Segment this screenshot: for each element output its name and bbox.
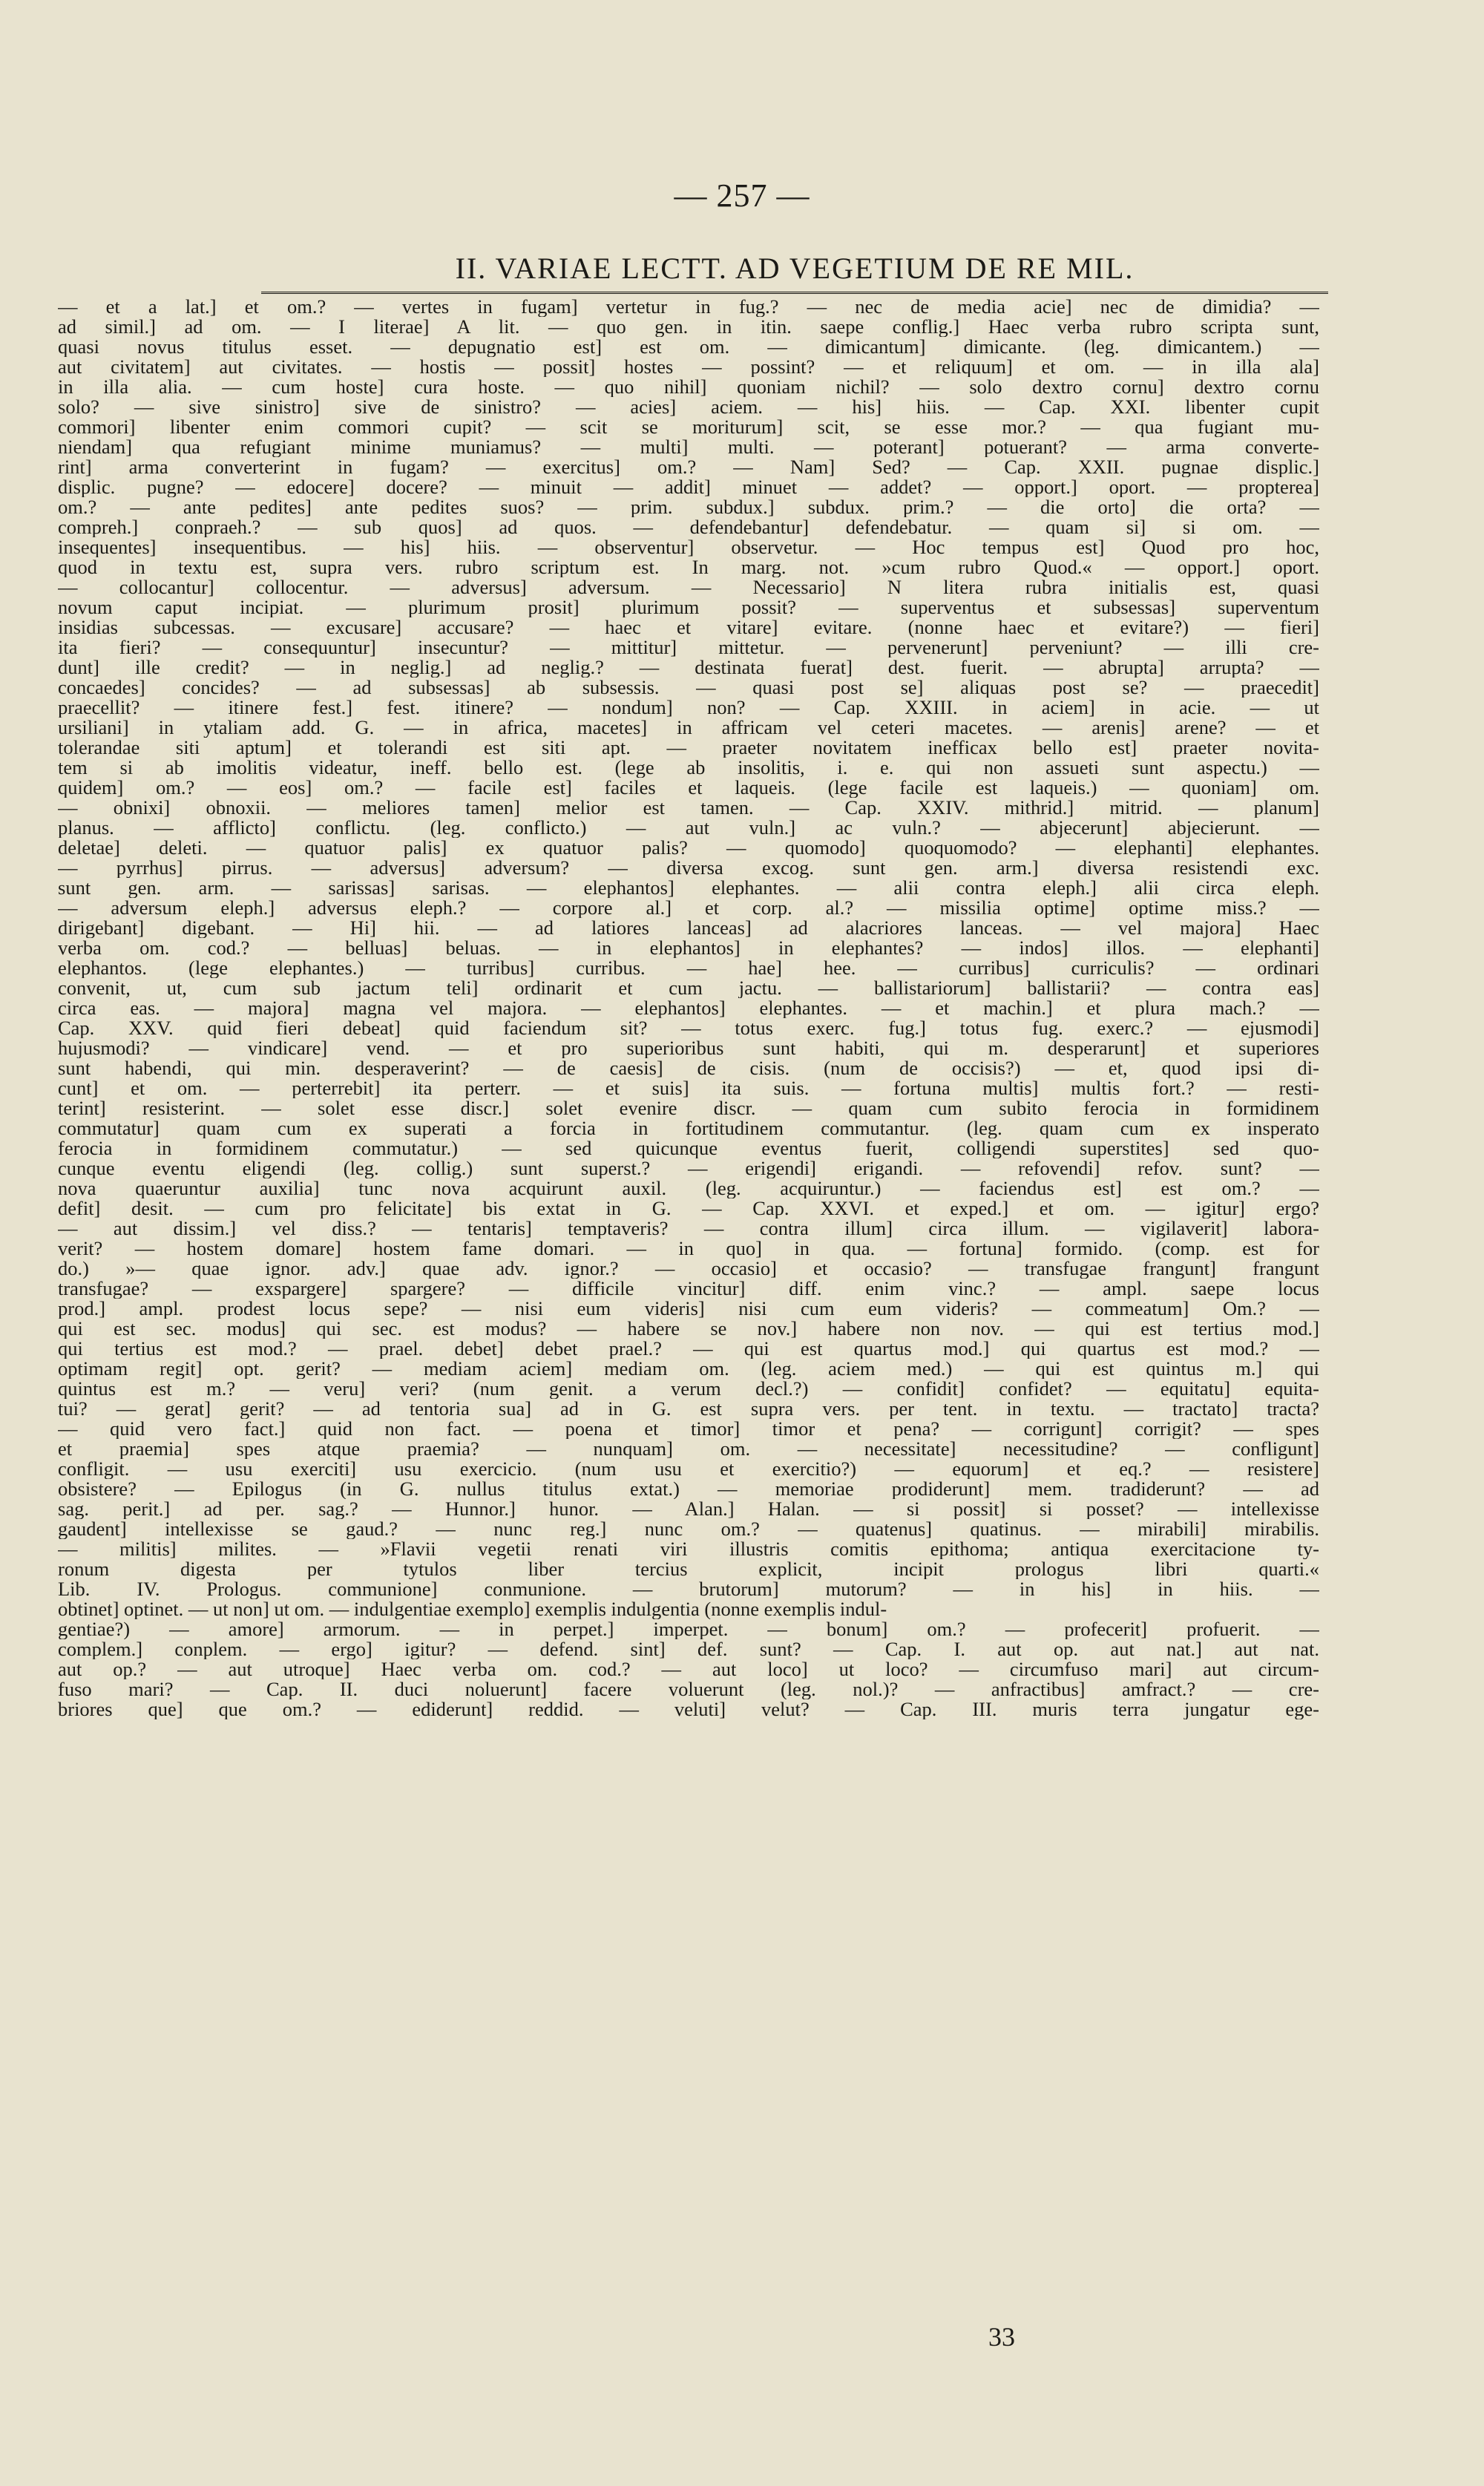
text-line: — collocantur] collocentur. — adversus] adversum. — Necessario] N litera rubra initialis est, quasi bbox=[58, 577, 1319, 597]
text-line: fuso mari? — Cap. II. duci noluerunt] facere voluerunt (leg. nol.)? — anfractibus] amfract.? — cre- bbox=[58, 1679, 1319, 1699]
text-line: dunt] ille credit? — in neglig.] ad neglig.? — destinata fuerat] dest. fuerit. — abrupta] arrupta? — bbox=[58, 657, 1319, 678]
body-text bbox=[58, 297, 1319, 1719]
text-line: insidias subcessas. — excusare] accusare? — haec et vitare] evitare. (nonne haec et evitare?) — fieri] bbox=[58, 617, 1319, 637]
text-line: qui tertius est mod.? — prael. debet] debet prael.? — qui est quartus mod.] qui quartus est mod.? — bbox=[58, 1339, 1319, 1359]
text-line: compreh.] conpraeh.? — sub quos] ad quos. — defendebantur] defendebatur. — quam si] si om. — bbox=[58, 517, 1319, 537]
text-line: ronum digesta per tytulos liber tercius explicit, incipit prologus libri quarti.« bbox=[58, 1559, 1319, 1579]
text-line: ita fieri? — consequuntur] insecuntur? — mittitur] mittetur. — pervenerunt] perveniunt? — illi cre- bbox=[58, 637, 1319, 657]
page-number: — 257 — bbox=[674, 177, 810, 214]
text-line: — aut dissim.] vel diss.? — tentaris] temptaveris? — contra illum] circa illum. — vigilaverit] labora- bbox=[58, 1219, 1319, 1239]
text-line: — militis] milites. — »Flavii vegetii renati viri illustris comitis epithoma; antiqua exercitacione ty- bbox=[58, 1539, 1319, 1559]
text-line: gaudent] intellexisse se gaud.? — nunc reg.] nunc om.? — quatenus] quatinus. — mirabili] mirabilis. bbox=[58, 1519, 1319, 1539]
text-line: convenit, ut, cum sub jactum teli] ordinarit et cum jactu. — ballistariorum] ballistarii? — contra eas] bbox=[58, 978, 1319, 998]
text-line: sunt gen. arm. — sarissas] sarisas. — elephantos] elephantes. — alii contra eleph.] alii circa eleph. bbox=[58, 878, 1319, 898]
text-line: ferocia in formidinem commutatur.) — sed quicunque eventus fuerit, colligendi superstites] sed quo- bbox=[58, 1138, 1319, 1158]
text-line: om.? — ante pedites] ante pedites suos? — prim. subdux.] subdux. prim.? — die orto] die orta? — bbox=[58, 497, 1319, 517]
text-line: praecellit? — itinere fest.] fest. itinere? — nondum] non? — Cap. XXIII. in aciem] in acie. — ut bbox=[58, 698, 1319, 718]
text-line: terint] resisterint. — solet esse discr.] solet evenire discr. — quam cum subito ferocia in formidinem bbox=[58, 1098, 1319, 1118]
text-line: ad simil.] ad om. — I literae] A lit. — quo gen. in itin. saepe conflig.] Haec verba rubro scripta sunt, bbox=[58, 317, 1319, 337]
text-line: et praemia] spes atque praemia? — nunquam] om. — necessitate] necessitudine? — confligunt] bbox=[58, 1439, 1319, 1459]
text-line: — obnixi] obnoxii. — meliores tamen] melior est tamen. — Cap. XXIV. mithrid.] mitrid. — planum] bbox=[58, 798, 1319, 818]
text-line: displic. pugne? — edocere] docere? — minuit — addit] minuet — addet? — opport.] oport. — propterea] bbox=[58, 477, 1319, 497]
text-line: deletae] deleti. — quatuor palis] ex quatuor palis? — quomodo] quoquomodo? — elephanti] elephantes. bbox=[58, 838, 1319, 858]
text-line: complem.] conplem. — ergo] igitur? — defend. sint] def. sunt? — Cap. I. aut op. aut nat.] aut nat. bbox=[58, 1639, 1319, 1659]
running-header: II. VARIAE LECTT. AD VEGETIUM DE RE MIL. bbox=[261, 251, 1328, 294]
text-line: quidem] om.? — eos] om.? — facile est] faciles et laqueis. (lege facile est laqueis.) — quoniam] om. bbox=[58, 778, 1319, 798]
text-line: planus. — afflicto] conflictu. (leg. conflicto.) — aut vuln.] ac vuln.? — abjecerunt] abjecierunt. — bbox=[58, 818, 1319, 838]
text-line: hujusmodi? — vindicare] vend. — et pro superioribus sunt habiti, qui m. desperarunt] et superiores bbox=[58, 1038, 1319, 1058]
text-line: aut civitatem] aut civitates. — hostis — possit] hostes — possint? — et reliquum] et om. — in illa ala] bbox=[58, 357, 1319, 377]
text-line: concaedes] concides? — ad subsessas] ab subsessis. — quasi post se] aliquas post se? — praecedit] bbox=[58, 678, 1319, 698]
text-line: niendam] qua refugiant minime muniamus? — multi] multi. — poterant] potuerant? — arma converte- bbox=[58, 437, 1319, 457]
text-line: commori] libenter enim commori cupit? — scit se moriturum] scit, se esse mor.? — qua fugiant mu- bbox=[58, 417, 1319, 437]
text-line: rint] arma converterint in fugam? — exercitus] om.? — Nam] Sed? — Cap. XXII. pugnae displic.] bbox=[58, 457, 1319, 477]
text-line: confligit. — usu exerciti] usu exercicio. (num usu et exercitio?) — equorum] et eq.? — resistere] bbox=[58, 1459, 1319, 1479]
text-line: optimam regit] opt. gerit? — mediam aciem] mediam om. (leg. aciem med.) — qui est quintus m.] qui bbox=[58, 1359, 1319, 1379]
text-line: sag. perit.] ad per. sag.? — Hunnor.] hunor. — Alan.] Halan. — si possit] si posset? — intellexisse bbox=[58, 1499, 1319, 1519]
text-line: novum caput incipiat. — plurimum prosit] plurimum possit? — superventus et subsessas] superventum bbox=[58, 597, 1319, 617]
text-line: quod in textu est, supra vers. rubro scriptum est. In marg. not. »cum rubro Quod.« — opport.] oport. bbox=[58, 557, 1319, 577]
text-line: tolerandae siti aptum] et tolerandi est siti apt. — praeter novitatem inefficax bello est] praeter novita- bbox=[58, 738, 1319, 758]
text-line: — et a lat.] et om.? — vertes in fugam] vertetur in fug.? — nec de media acie] nec de dimidia? — bbox=[58, 297, 1319, 317]
text-line: ursiliani] in ytaliam add. G. — in africa, macetes] in affricam vel ceteri macetes. — arenis] arene? — et bbox=[58, 718, 1319, 738]
text-line: — adversum eleph.] adversus eleph.? — corpore al.] et corp. al.? — missilia optime] optime miss.? — bbox=[58, 898, 1319, 918]
text-line: circa eas. — majora] magna vel majora. — elephantos] elephantes. — et machin.] et plura mach.? — bbox=[58, 998, 1319, 1018]
text-line: tui? — gerat] gerit? — ad tentoria sua] ad in G. est supra vers. per tent. in textu. — tractato] tracta? bbox=[58, 1399, 1319, 1419]
text-line: — quid vero fact.] quid non fact. — poena et timor] timor et pena? — corrigunt] corrigit? — spes bbox=[58, 1419, 1319, 1439]
text-line: obsistere? — Epilogus (in G. nullus titulus extat.) — memoriae prodiderunt] mem. tradiderunt? — ad bbox=[58, 1479, 1319, 1499]
text-line: quasi novus titulus esset. — depugnatio est] est om. — dimicantum] dimicante. (leg. dimicantem.) — bbox=[58, 337, 1319, 357]
text-line: tem si ab imolitis videatur, ineff. bello est. (lege ab insolitis, i. e. qui non assueti sunt aspectu.) — bbox=[58, 758, 1319, 778]
text-line: commutatur] quam cum ex superati a forcia in fortitudinem commutantur. (leg. quam cum ex insperato bbox=[58, 1118, 1319, 1138]
text-line: solo? — sive sinistro] sive de sinistro? — acies] aciem. — his] hiis. — Cap. XXI. libenter cupit bbox=[58, 397, 1319, 417]
text-line: quintus est m.? — veru] veri? (num genit. a verum decl.?) — confidit] confidet? — equitatu] equita- bbox=[58, 1379, 1319, 1399]
text-line: in illa alia. — cum hoste] cura hoste. — quo nihil] quoniam nichil? — solo dextro cornu] dextro cornu bbox=[58, 377, 1319, 397]
text-line: prod.] ampl. prodest locus sepe? — nisi eum videris] nisi cum eum videris? — commeatum] Om.? — bbox=[58, 1299, 1319, 1319]
text-line: verba om. cod.? — belluas] beluas. — in elephantos] in elephantes? — indos] illos. — elephanti] bbox=[58, 938, 1319, 958]
text-line: elephantos. (lege elephantes.) — turribus] curribus. — hae] hee. — curribus] curriculis? — ordinari bbox=[58, 958, 1319, 978]
text-line: do.) »— quae ignor. adv.] quae adv. ignor.? — occasio] et occasio? — transfugae frangunt] frangunt bbox=[58, 1259, 1319, 1279]
text-line: — pyrrhus] pirrus. — adversus] adversum? — diversa excog. sunt gen. arm.] diversa resistendi exc. bbox=[58, 858, 1319, 878]
text-line: qui est sec. modus] qui sec. est modus? — habere se nov.] habere non nov. — qui est tertius mod.] bbox=[58, 1319, 1319, 1339]
text-line: obtinet] optinet. — ut non] ut om. — indulgentiae exemplo] exemplis indulgentia (nonne exemplis indul- bbox=[58, 1599, 887, 1619]
text-line: nova quaeruntur auxilia] tunc nova acquirunt auxil. (leg. acquiruntur.) — faciendus est] est om.? — bbox=[58, 1178, 1319, 1198]
text-line: cunque eventu eligendi (leg. collig.) sunt superst.? — erigendi] erigandi. — refovendi] refov. sunt? — bbox=[58, 1158, 1319, 1178]
text-line: dirigebant] digebant. — Hi] hii. — ad latiores lanceas] ad alacriores lanceas. — vel majora] Haec bbox=[58, 918, 1319, 938]
text-line: aut op.? — aut utroque] Haec verba om. cod.? — aut loco] ut loco? — circumfuso mari] aut circum- bbox=[58, 1659, 1319, 1679]
signature-mark: 33 bbox=[988, 2322, 1015, 2352]
text-line: Lib. IV. Prologus. communione] conmunione. — brutorum] mutorum? — in his] in hiis. — bbox=[58, 1579, 1319, 1599]
text-line: Cap. XXV. quid fieri debeat] quid faciendum sit? — totus exerc. fug.] totus fug. exerc.? — ejusmodi] bbox=[58, 1018, 1319, 1038]
text-line: verit? — hostem domare] hostem fame domari. — in quo] in qua. — fortuna] formido. (comp. est for bbox=[58, 1239, 1319, 1259]
text-line: transfugae? — exspargere] spargere? — difficile vincitur] diff. enim vinc.? — ampl. saepe locus bbox=[58, 1279, 1319, 1299]
text-line: defit] desit. — cum pro felicitate] bis extat in G. — Cap. XXVI. et exped.] et om. — igitur] ergo? bbox=[58, 1198, 1319, 1219]
text-line: briores que] que om.? — ediderunt] reddid. — veluti] velut? — Cap. III. muris terra jungatur ege- bbox=[58, 1699, 1319, 1719]
text-line: cunt] et om. — perterrebit] ita perterr. — et suis] ita suis. — fortuna multis] multis fort.? — resti- bbox=[58, 1078, 1319, 1098]
text-line: insequentes] insequentibus. — his] hiis. — observentur] observetur. — Hoc tempus est] Quod pro hoc, bbox=[58, 537, 1319, 557]
text-line: sunt habendi, qui min. desperaverint? — de caesis] de cisis. (num de occisis?) — et, quod ipsi di- bbox=[58, 1058, 1319, 1078]
text-line: gentiae?) — amore] armorum. — in perpet.] imperpet. — bonum] om.? — profecerit] profuerit. — bbox=[58, 1619, 1319, 1639]
